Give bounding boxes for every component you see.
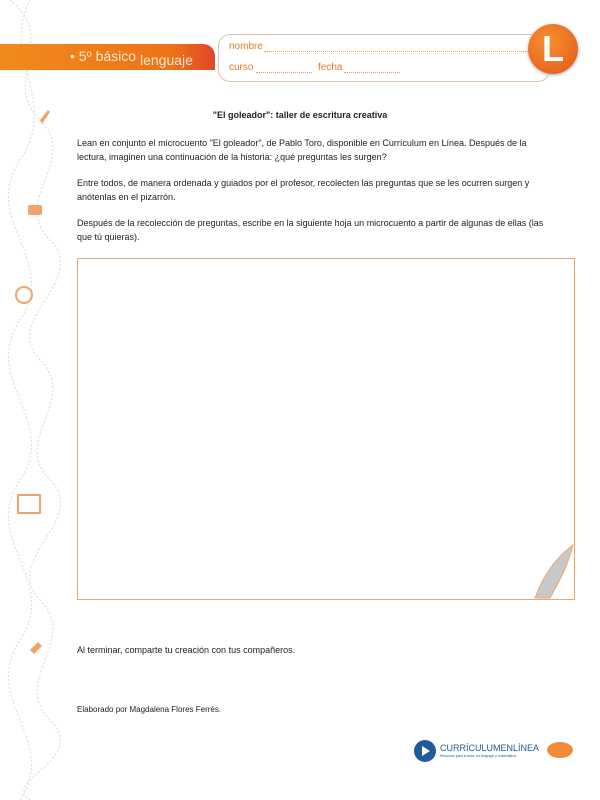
instruction-3: Después de la recolección de preguntas, escribe en la siguiente hoja un microcuento a partir de algunas de ellas (las que tú quieras). [77, 218, 544, 242]
decorative-icons [16, 110, 50, 654]
logo-tagline: Recursos para el aula, en lenguaje y matemática [440, 754, 516, 758]
page-curl-icon [510, 535, 574, 599]
course-field[interactable] [256, 64, 312, 73]
worksheet-title: "El goleador": taller de escritura creativa [212, 110, 388, 120]
course-label: curso [229, 62, 254, 73]
writing-area[interactable] [77, 258, 575, 600]
student-info-box [218, 34, 550, 82]
author-credit: Elaborado por Magdalena Flores Ferrés. [77, 705, 222, 714]
instruction-2: Entre todos, de manera ordenada y guiados por el profesor, recolecten las preguntas que se les ocurren surgen y anótenlas en el pizarrón. [77, 178, 530, 202]
page-marker [547, 742, 573, 758]
closing-text: Al terminar, comparte tu creación con tus compañeros. [77, 645, 296, 655]
grade-label: 5º básico [78, 48, 137, 64]
name-label: nombre [229, 41, 263, 52]
name-field[interactable] [264, 43, 530, 52]
decorative-swirls [0, 0, 70, 800]
logo-text: CURRÍCULUMENLÍNEA [440, 743, 540, 753]
subject-band [0, 44, 215, 70]
bullet: • [70, 48, 75, 64]
instruction-1: Lean en conjunto el microcuento "El goleador", de Pablo Toro, disponible en Currículum en Línea. Después de la lectura, imaginen una continuación de la historia: ¿qué preguntas les surgen? [77, 138, 527, 162]
play-logo-icon [414, 740, 436, 762]
date-field[interactable] [344, 64, 400, 73]
subject-label: lenguaje [140, 52, 193, 68]
date-label: fecha [318, 62, 343, 73]
subject-badge: L [528, 24, 578, 74]
